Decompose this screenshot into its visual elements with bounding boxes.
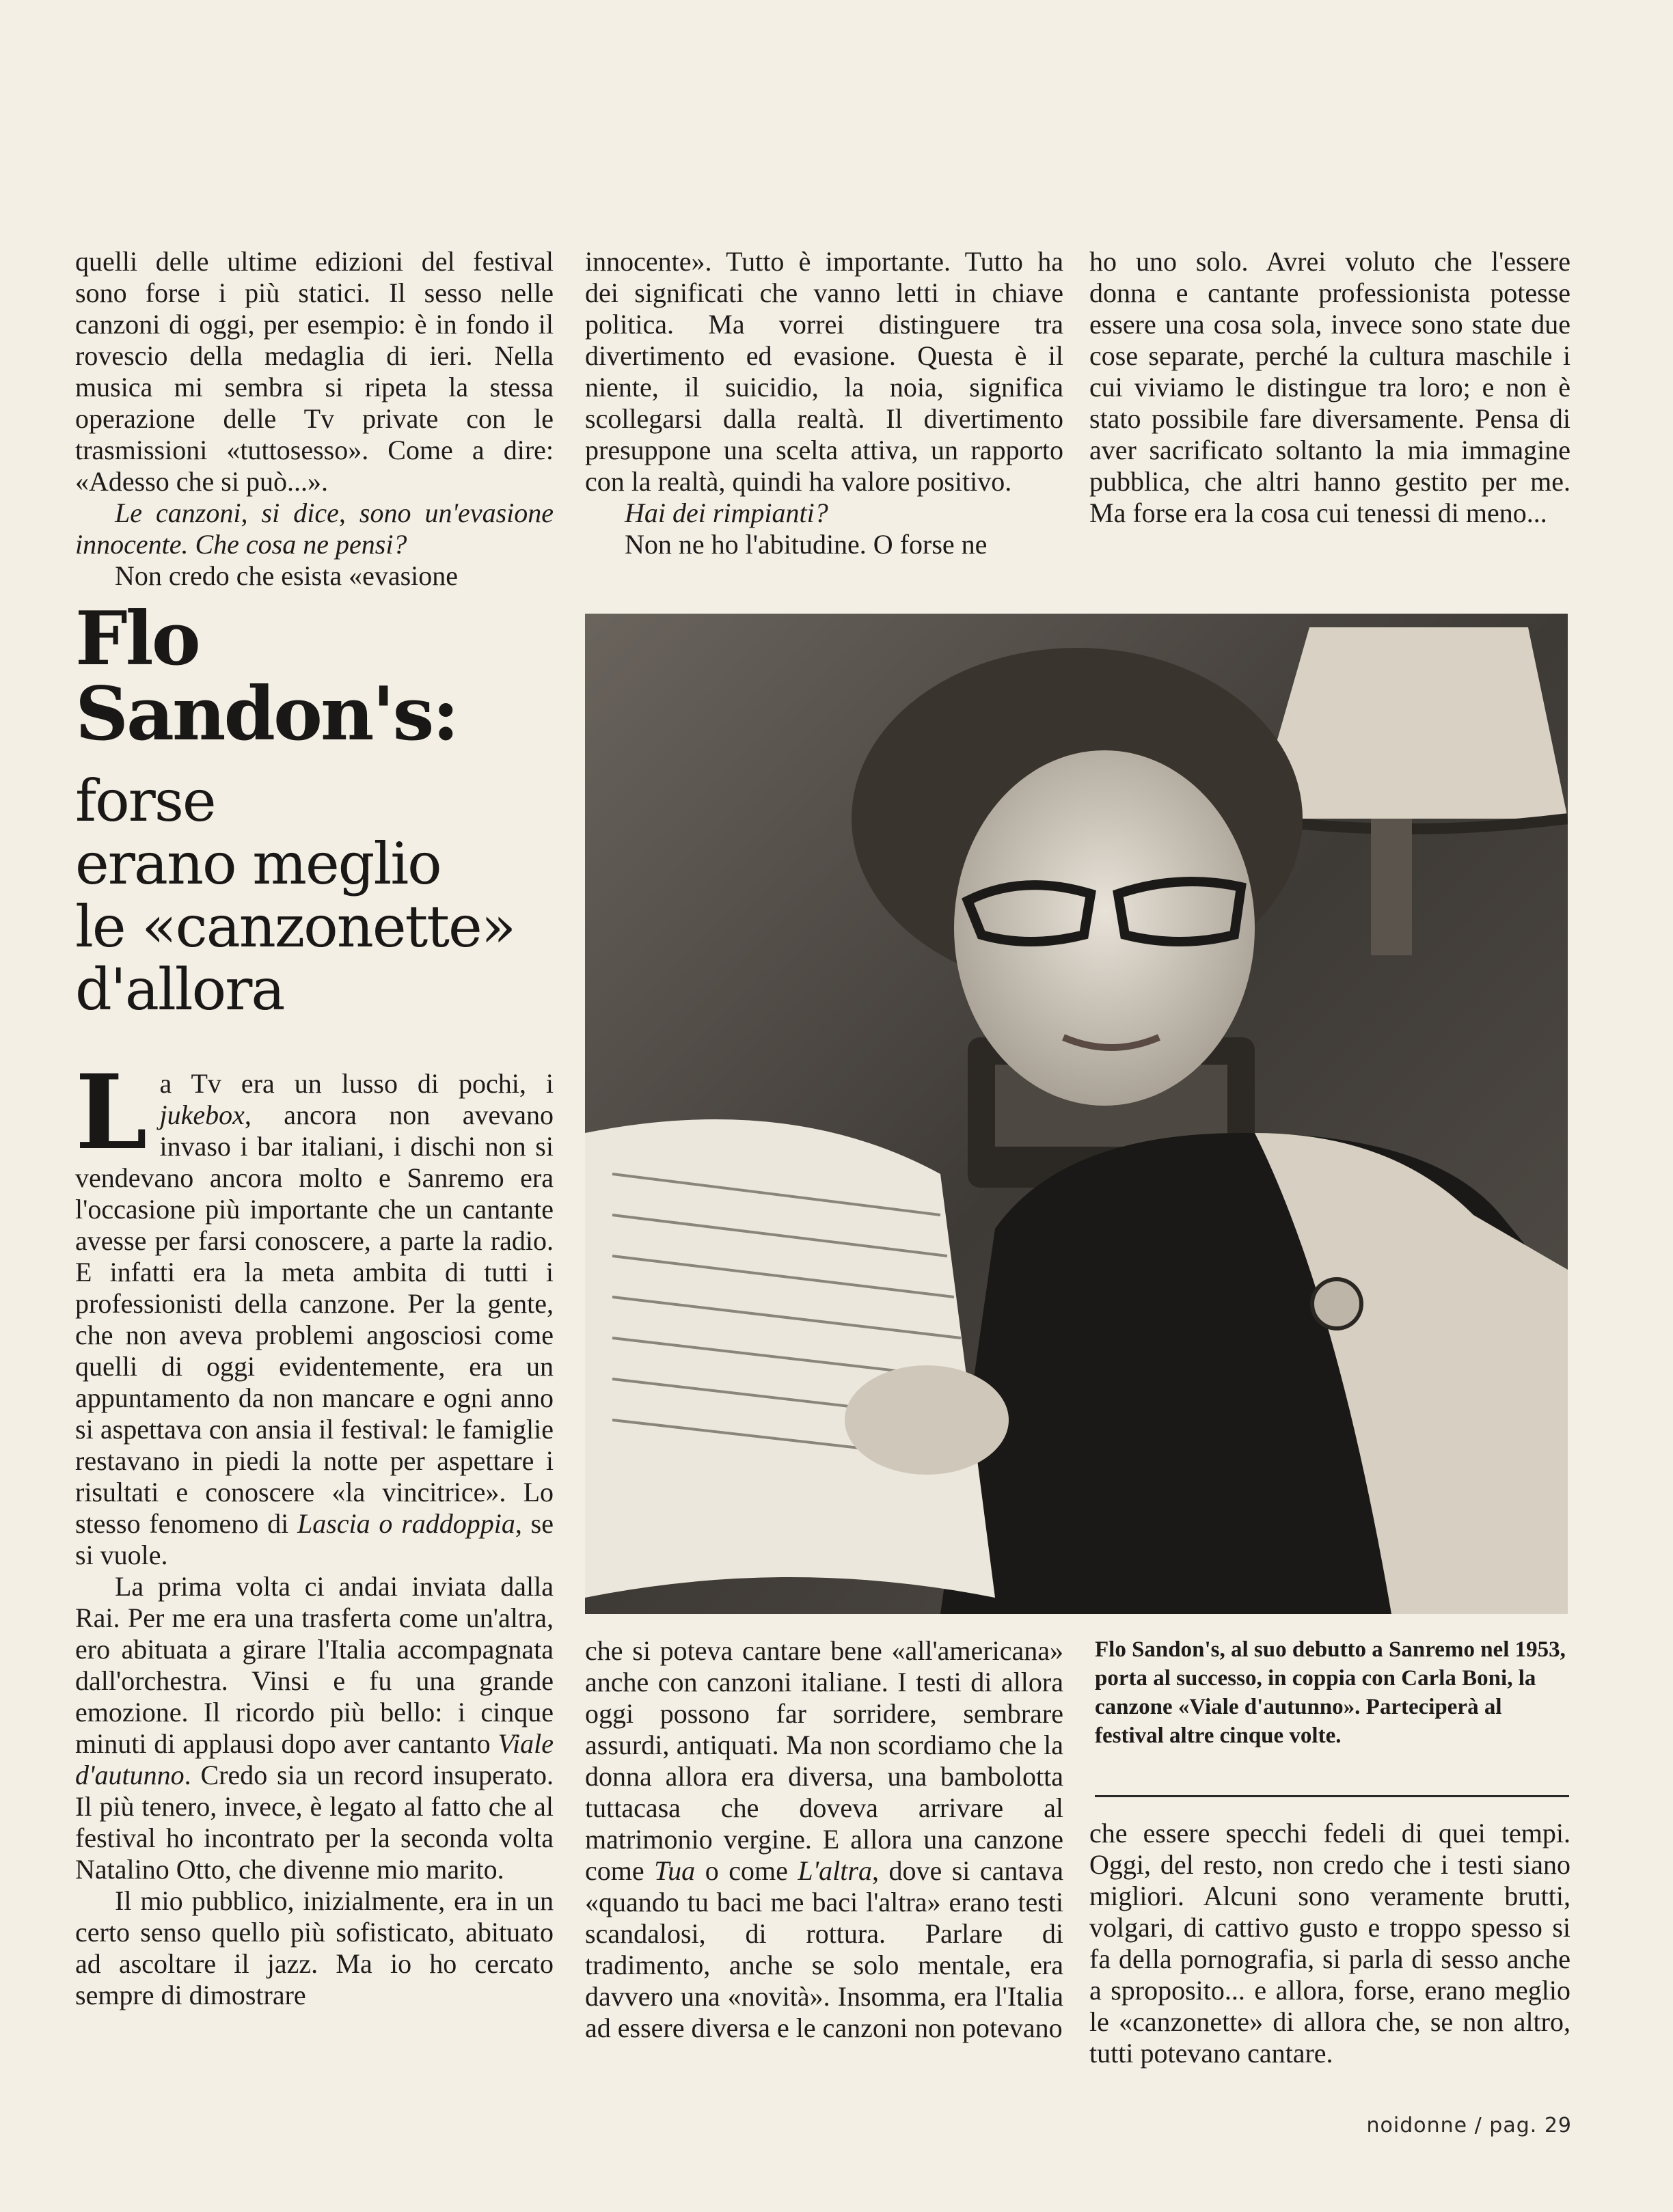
top-col2-paragraph: Non ne ho l'abitudine. O forse ne	[625, 529, 988, 560]
headline-line-5: le «canzonette»	[75, 893, 515, 960]
drop-cap: L	[75, 1052, 148, 1173]
top-col3-paragraph: ho uno solo. Avrei voluto che l'essere donna e cantante professionista potesse essere una cosa sola, invece sono state due cose separate, perché la cultura maschile i cui viviamo le distingue tra loro; e non è stato possibile fare diversamente. Pensa di aver sacrificato soltanto la mia immagine pubblica, che altri hanno gestito per me. Ma forse era la cosa cui tenessi di meno...	[1089, 246, 1570, 528]
portrait-photo	[585, 614, 1568, 1614]
top-column-3	[1089, 246, 1570, 529]
page-footer	[1367, 2114, 1573, 2138]
article-col3-paragraph: che essere specchi fedeli di quei tempi. Oggi, del resto, non credo che i testi siano migliori. Alcuni sono veramente brutti, volgari, di cattivo gusto e troppo spesso si fa della pornografia, si parla di sesso anche a sproposito... e allora, forse, erano meglio le «canzonette» di allora che, se non altro, tutti potevano cantare.	[1089, 1818, 1570, 2068]
headline-line-4: erano meglio	[75, 830, 441, 897]
magazine-brand: noidonne	[1366, 2114, 1468, 2138]
article-col2-paragraph: che si poteva cantare bene «all'americana» anche con canzoni italiane. I testi di allora oggi possono far sorridere, sembrare assurdi, antiquati. Ma non scordiamo che la donna allora era diversa, una bambolotta tuttacasa che doveva arrivare al matrimonio vergine. E allora una canzone come Tua o come L'altra, dove si cantava «quando tu baci me baci l'altra» erano testi scandalosi, di rottura. Parlare di tradimento, anche se solo mentale, era davvero una «novità». Insomma, era l'Italia ad essere diversa e le canzoni non potevano	[585, 1635, 1064, 2043]
top-column-2	[585, 246, 1063, 560]
top-col1-paragraph: Non credo che esista «evasione	[115, 560, 459, 591]
headline-line-3: forse	[75, 767, 215, 834]
article-col1-paragraph: La prima volta ci andai inviata dalla Rai. Per me era una trasferta come un'altra, ero abituata a girare l'Italia accompagnata dall'orchestra. Vinsi e fu una grande emozione. Il ricordo più bello: i cinque minuti di applausi dopo aver cantanto Viale d'autunno. Credo sia un record insuperato. Il più tenero, invece, è legato al fatto che al festival ho incontrato per la seconda volta Natalino Otto, che divenne mio marito.	[75, 1571, 554, 1885]
article-column-3	[1089, 1818, 1570, 2069]
photo-caption: Flo Sandon's, al suo debutto a Sanremo nel 1953, porta al successo, in coppia con Carla Boni, la canzone «Viale d'autunno». Parteciperà al festival altre cinque volte.	[1095, 1637, 1566, 1748]
headline-line-1: Flo	[75, 596, 199, 682]
page-number: / pag. 29	[1474, 2114, 1572, 2138]
caption-divider	[1095, 1795, 1569, 1797]
article-column-1	[75, 1052, 554, 2011]
article-col1-paragraph: Il mio pubblico, inizialmente, era in un certo senso quello più sofisticato, abituato ad ascoltare il jazz. Ma io ho cercato sempre di dimostrare	[75, 1885, 554, 2010]
top-column-1	[75, 246, 554, 592]
top-col2-paragraph: innocente». Tutto è importante. Tutto ha dei significati che vanno letti in chiave politica. Ma vorrei distinguere tra divertimento ed evasione. Questa è il niente, il suicidio, la noia, significa scollegarsi dalla realtà. Il divertimento presuppone una scelta attiva, un rapporto con la realtà, quindi ha valore positivo.	[585, 246, 1063, 497]
headline	[75, 596, 567, 1023]
article-col1-paragraph: La Tv era un lusso di pochi, i jukebox, ancora non avevano invaso i bar italiani, i dischi non si vendevano ancora molto e Sanremo era l'occasione più importante che un cantante avesse per farsi conoscere, a parte la radio. E infatti era la meta ambita di tutti i professionisti della canzone. Per la gente, che non aveva problemi angosciosi come quelli di oggi evidentemente, era un appuntamento da non mancare e ogni anno si aspettava con ansia il festival: le famiglie restavano in piedi la notte per aspettare i risultati e conoscere «la vincitrice». Lo stesso fenomeno di Lascia o raddoppia, se si vuole.	[75, 1052, 554, 1570]
top-col2-paragraph: Hai dei rimpianti?	[625, 497, 828, 528]
article-column-2	[585, 1635, 1063, 2044]
top-col1-paragraph: quelli delle ultime edizioni del festival sono forse i più statici. Il sesso nelle canzoni di oggi, per esempio: è in fondo il rovescio della medaglia di ieri. Nella musica mi sembra si ripeta la stessa operazione delle Tv private con le trasmissioni «tuttosesso». Come a dire: «Adesso che si può...».	[75, 246, 554, 497]
headline-line-2: Sandon's:	[75, 671, 458, 757]
top-col1-paragraph: Le canzoni, si dice, sono un'evasione innocente. Che cosa ne pensi?	[75, 497, 554, 560]
headline-line-6: d'allora	[75, 956, 284, 1023]
